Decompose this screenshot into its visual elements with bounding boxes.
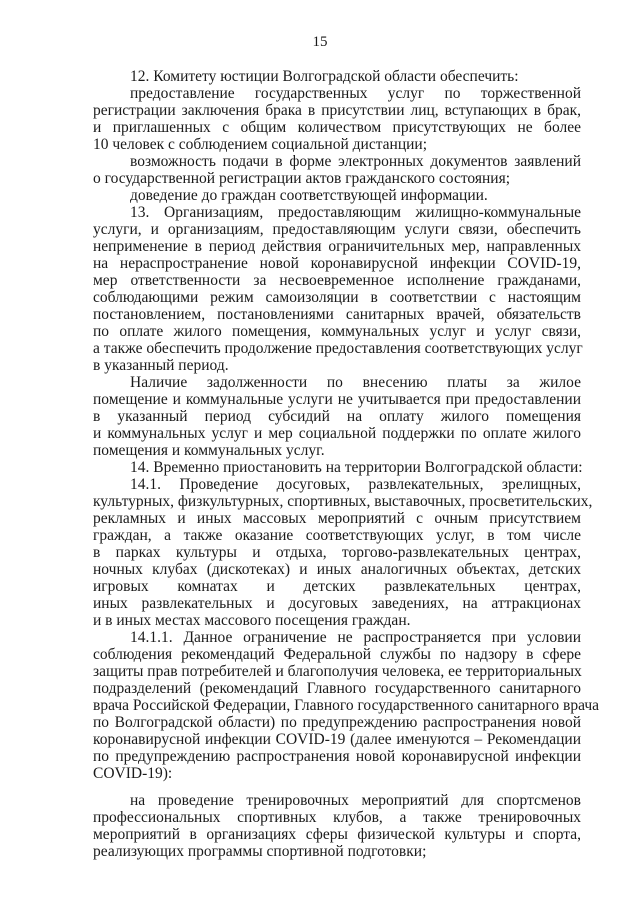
text-line: защиты прав потребителей и благополучия человека, ее территориальных: [93, 663, 582, 680]
text-line: COVID-19):: [93, 765, 173, 782]
page-number: 15: [312, 34, 328, 50]
text-line: врача Российской Федерации, Главного государственного санитарного врача: [93, 697, 600, 714]
text-line: и приглашенных с общим количеством присутствующих не более: [93, 119, 581, 136]
text-line: доведение до граждан соответствующей информации.: [130, 187, 488, 204]
text-line: 14.1. Проведение досуговых, развлекательных, зрелищных,: [130, 476, 581, 493]
text-line: соблюдения рекомендаций Федеральной службы по надзору в сфере: [93, 646, 581, 663]
text-line: услуги, и организациям, предоставляющим услуги связи, обеспечить: [93, 221, 581, 238]
text-line: коронавирусной инфекции COVID-19 (далее именуются – Рекомендации: [93, 731, 581, 748]
text-line: в указанный период.: [93, 357, 229, 374]
text-line: о государственной регистрации актов гражданского состояния;: [93, 170, 511, 187]
text-line: по Волгоградской области) по предупреждению распространения новой: [93, 714, 581, 731]
text-line: рекламных и иных массовых мероприятий с очным присутствием: [93, 510, 581, 527]
text-line: предоставление государственных услуг по торжественной: [130, 85, 581, 102]
text-line: игровых комнатах и детских развлекательных центрах,: [93, 578, 581, 595]
text-line: постановлением, постановлениями санитарных врачей, обязательств: [93, 306, 581, 323]
text-line: культурных, физкультурных, спортивных, выставочных, просветительских,: [93, 493, 593, 510]
text-line: подразделений (рекомендаций Главного государственного санитарного: [93, 680, 581, 697]
text-line: возможность подачи в форме электронных документов заявлений: [130, 153, 581, 170]
text-line: а также обеспечить продолжение предоставления соответствующих услуг: [93, 340, 583, 357]
text-line: ночных клубах (дискотеках) и иных аналогичных объектах, детских: [93, 561, 581, 578]
text-line: мероприятий в организациях сферы физической культуры и спорта,: [93, 826, 581, 843]
text-line: 10 человек с соблюдением социальной дистанции;: [93, 136, 428, 153]
text-line: иных развлекательных и досуговых заведениях, на аттракционах: [93, 595, 581, 612]
text-line: по предупреждению распространения новой коронавирусной инфекции: [93, 748, 581, 765]
text-line: на нераспространение новой коронавирусной инфекции COVID-19,: [93, 255, 581, 272]
text-line: помещение и коммунальные услуги не учитывается при предоставлении: [93, 391, 581, 408]
text-line: на проведение тренировочных мероприятий для спортсменов: [130, 792, 581, 809]
text-line: и коммунальных услуг и мер социальной поддержки по оплате жилого: [93, 425, 581, 442]
text-line: в указанный период субсидий на оплату жилого помещения: [93, 408, 581, 425]
text-line: 12. Комитету юстиции Волгоградской области обеспечить:: [130, 68, 519, 85]
text-line: мер ответственности за несвоевременное исполнение гражданами,: [93, 272, 581, 289]
text-line: помещения и коммунальных услуг.: [93, 442, 325, 459]
text-line: 13. Организациям, предоставляющим жилищно-коммунальные: [130, 204, 581, 221]
text-line: и в иных местах массового посещения граждан.: [93, 612, 411, 629]
text-line: профессиональных спортивных клубов, а также тренировочных: [93, 809, 581, 826]
text-line: в парках культуры и отдыха, торгово-развлекательных центрах,: [93, 544, 581, 561]
text-line: граждан, а также оказание соответствующих услуг, в том числе: [93, 527, 581, 544]
text-line: неприменение в период действия ограничительных мер, направленных: [93, 238, 581, 255]
text-line: 14.1.1. Данное ограничение не распространяется при условии: [130, 629, 581, 646]
text-line: реализующих программы спортивной подготовки;: [93, 843, 427, 860]
text-line: по оплате жилого помещения, коммунальных услуг и услуг связи,: [93, 323, 581, 340]
text-line: Наличие задолженности по внесению платы за жилое: [130, 374, 581, 391]
text-line: регистрации заключения брака в присутствии лиц, вступающих в брак,: [93, 102, 581, 119]
text-line: соблюдающими режим самоизоляции в соответствии с настоящим: [93, 289, 581, 306]
text-line: 14. Временно приостановить на территории Волгоградской области:: [130, 459, 583, 476]
